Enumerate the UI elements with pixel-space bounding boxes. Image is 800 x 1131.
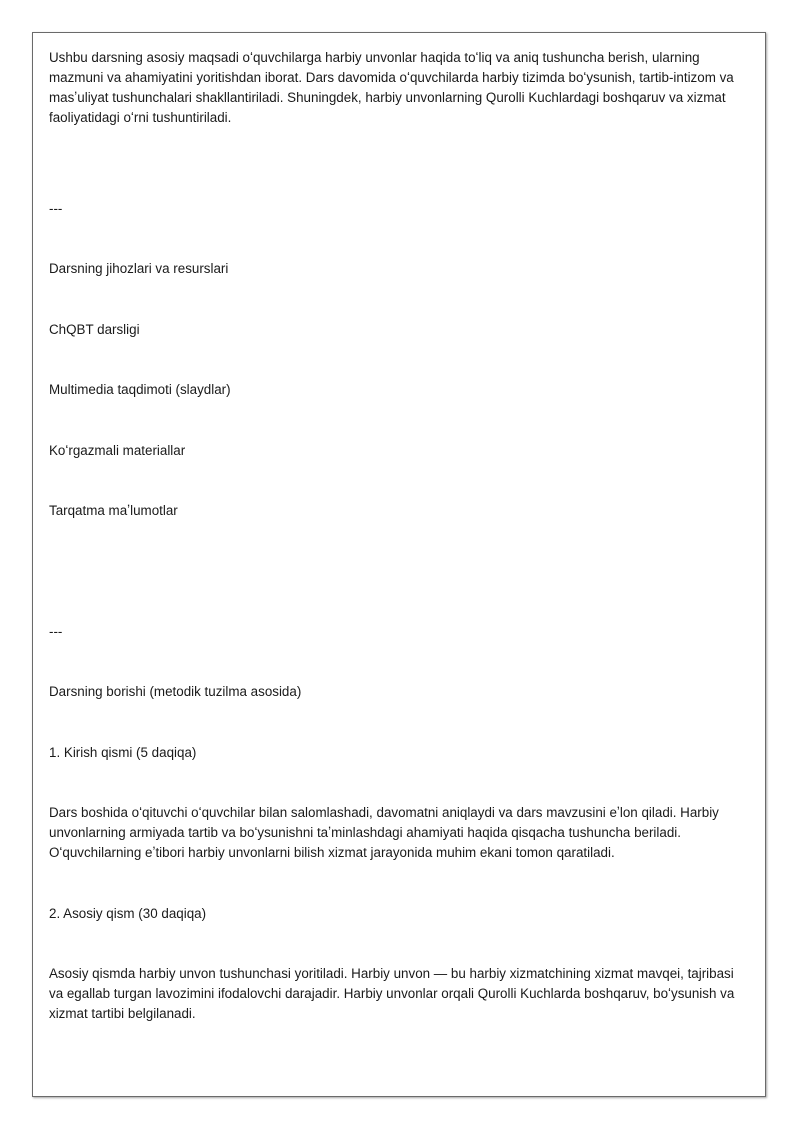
document-page	[32, 32, 766, 1097]
section-heading-main: 2. Asosiy qism (30 daqiqa)	[49, 906, 207, 921]
resources-heading: Darsning jihozlari va resurslari	[49, 261, 229, 276]
resource-item: Tarqatma maʼlumotlar	[49, 503, 178, 518]
section-main-paragraph: Asosiy qismda harbiy unvon tushunchasi yoritiladi. Harbiy unvon — bu harbiy xizmatchining xizmat mavqei, tajribasi va egallab turgan lavozimini ifodalovchi darajadir. Harbiy unvonlar orqali Qurolli Kuchlarda boshqaruv, boʻysunish va xizmat tartibi belgilanadi.	[49, 966, 735, 1021]
resource-item: Koʻrgazmali materiallar	[49, 443, 186, 458]
resource-item: ChQBT darsligi	[49, 322, 140, 337]
intro-paragraph: Ushbu darsning asosiy maqsadi oʻquvchilarga harbiy unvonlar haqida toʻliq va aniq tushuncha berish, ularning mazmuni va ahamiyatini yoritishdan iborat. Dars davomida oʻquvchilarda harbiy tizimda boʻysunish, tartib-intizom va masʼuliyat tushunchalari shakllantiriladi. Shuningdek, harbiy unvonlarning Qurolli Kuchlardagi boshqaruv va xizmat faoliyatidagi oʻrni tushuntiriladi.	[49, 50, 734, 125]
separator: ---	[49, 624, 63, 639]
section-heading-intro: 1. Kirish qismi (5 daqiqa)	[49, 745, 197, 760]
process-heading: Darsning borishi (metodik tuzilma asosida)	[49, 684, 302, 699]
separator: ---	[49, 201, 63, 216]
resource-item: Multimedia taqdimoti (slaydlar)	[49, 382, 231, 397]
section-intro-paragraph: Dars boshida oʻqituvchi oʻquvchilar bilan salomlashadi, davomatni aniqlaydi va dars mavzusini eʼlon qiladi. Harbiy unvonlarning armiyada tartib va boʻysunishni taʼminlashdagi ahamiyati haqida qisqacha tushuncha beriladi. Oʻquvchilarning eʼtibori harbiy unvonlarni bilish xizmat jarayonida muhim ekani tomon qaratiladi.	[49, 805, 719, 860]
